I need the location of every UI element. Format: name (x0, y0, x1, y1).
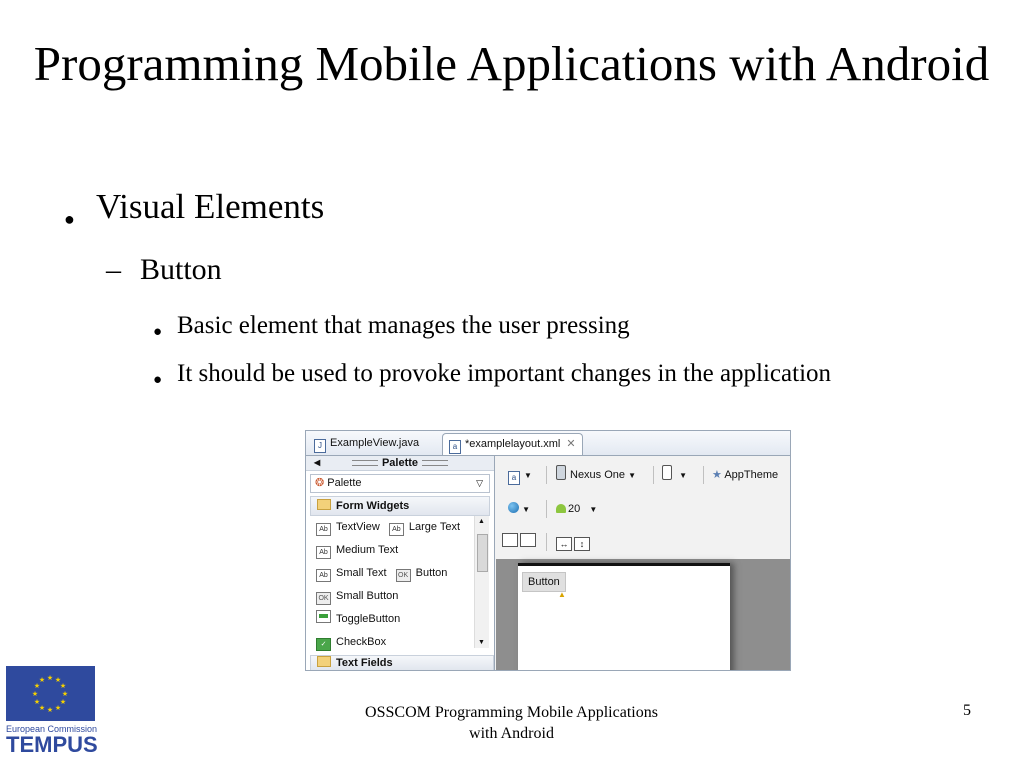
dropdown-arrow-icon: ▼ (589, 505, 598, 514)
star-icon: ★ (712, 469, 722, 481)
config-toolbar (496, 460, 790, 490)
palette-select-label: Palette (327, 477, 362, 489)
orientation-select[interactable] (662, 460, 687, 491)
locale-select[interactable] (508, 494, 530, 525)
svg-text:★: ★ (54, 704, 62, 712)
tab-exampleview-java[interactable] (308, 433, 425, 454)
widget-small-text[interactable] (316, 567, 387, 579)
bullet-text: Visual Elements (96, 187, 325, 226)
tempus-logo (6, 666, 98, 760)
widget-label: Large Text (408, 521, 461, 533)
list-item (316, 539, 482, 562)
widget-label: CheckBox (336, 636, 387, 648)
chevron-down-icon: ▽ (476, 478, 483, 488)
bullet-text: Button (140, 253, 222, 286)
svg-text:★: ★ (31, 690, 39, 698)
toolbar-separator (703, 466, 704, 484)
svg-text:★: ★ (46, 706, 54, 714)
bullet-dash-icon: – (106, 253, 121, 286)
widget-checkbox[interactable] (316, 636, 386, 648)
fill-width-icon[interactable]: ↔ (556, 537, 572, 551)
slide-title: Programming Mobile Applications with Android (33, 36, 990, 91)
dropdown-arrow-icon: ▼ (628, 471, 637, 480)
bullet-text: It should be used to provoke important changes in the application (177, 360, 832, 387)
toolbar-separator (653, 466, 654, 484)
eu-flag (6, 666, 95, 721)
textview-icon: Ab (389, 523, 404, 536)
list-item (316, 562, 482, 585)
toolbar-separator (546, 466, 547, 484)
svg-text:★: ★ (59, 698, 67, 706)
dropdown-arrow-icon: ▼ (524, 471, 532, 480)
list-item (316, 516, 482, 539)
list-item (316, 608, 482, 631)
phone-icon (556, 465, 566, 480)
layout-toolbar (496, 527, 790, 557)
category-label: Form Widgets (336, 500, 410, 512)
toolbar-separator (546, 500, 547, 518)
editor-tab-bar (306, 431, 790, 456)
tab-examplelayout-xml[interactable] (442, 433, 583, 455)
widget-label: TextView (336, 521, 380, 533)
palette-mode-select[interactable] (310, 474, 490, 493)
theme-label: AppTheme (724, 469, 779, 481)
collapse-arrow-icon[interactable]: ◀ (314, 458, 321, 467)
bullet-dot-icon: ● (64, 209, 75, 229)
page-number: 5 (963, 702, 971, 719)
android-icon (556, 504, 566, 513)
layout-mode-buttons[interactable] (502, 527, 538, 557)
fill-height-icon[interactable]: ↕ (574, 537, 590, 551)
textview-icon: Ab (316, 569, 331, 582)
fill-buttons[interactable] (556, 527, 592, 557)
list-item (316, 585, 482, 608)
button-icon: OK (316, 592, 331, 605)
button-icon: OK (396, 569, 411, 582)
api-level-label: 20 (568, 503, 581, 515)
dropdown-arrow-icon: ▼ (522, 505, 530, 514)
canvas-button[interactable]: Button (522, 572, 566, 592)
textview-icon: Ab (316, 523, 331, 536)
device-screen (518, 563, 730, 671)
svg-text:★: ★ (59, 682, 67, 690)
design-canvas[interactable] (496, 559, 790, 670)
palette-header-label: Palette (381, 457, 419, 469)
svg-text:★: ★ (61, 690, 69, 698)
toggle-icon (316, 610, 331, 623)
widget-medium-text[interactable] (316, 544, 398, 556)
svg-text:★: ★ (38, 676, 46, 684)
svg-text:★: ★ (54, 676, 62, 684)
logo-caption: European Commission (6, 724, 98, 734)
widget-list (316, 516, 482, 654)
close-icon[interactable]: ✕ (566, 438, 576, 450)
layout-editor (496, 456, 790, 670)
scroll-up-icon[interactable]: ▲ (478, 518, 485, 525)
warning-icon: ▲ (558, 590, 566, 599)
toolbar-separator (546, 533, 547, 551)
tab-label: ExampleView.java (330, 437, 420, 449)
widget-togglebutton[interactable] (316, 613, 400, 625)
widget-label: Medium Text (336, 544, 399, 556)
palette-header (306, 456, 494, 471)
theme-select[interactable] (712, 460, 778, 490)
widget-textview[interactable] (316, 521, 380, 533)
widget-small-button[interactable] (316, 590, 398, 602)
rotate-icon (662, 465, 672, 480)
palette-panel (306, 456, 495, 670)
eclipse-layout-editor-screenshot (305, 430, 791, 671)
widget-label: Small Text (336, 567, 387, 579)
java-file-icon: J (314, 439, 326, 453)
layout-file-icon: a (508, 471, 520, 485)
drag-handle-icon[interactable] (352, 460, 378, 466)
widget-large-text[interactable] (389, 521, 460, 533)
tab-label: *examplelayout.xml (465, 438, 561, 450)
config-menu[interactable] (508, 460, 532, 491)
widget-label: Small Button (336, 590, 399, 602)
slide-footer: OSSCOM Programming Mobile Applications with Android (365, 704, 658, 742)
xml-file-icon: a (449, 440, 461, 454)
bullet-dot-icon: ● (153, 372, 163, 388)
folder-open-icon (317, 499, 331, 510)
svg-text:★: ★ (46, 674, 54, 682)
scroll-thumb[interactable] (477, 534, 488, 572)
svg-text:★: ★ (33, 682, 41, 690)
locale-toolbar (496, 494, 790, 524)
drag-handle-icon[interactable] (422, 460, 448, 466)
dropdown-arrow-icon: ▼ (679, 471, 687, 480)
svg-text:★: ★ (38, 704, 46, 712)
api-level-select[interactable] (556, 494, 597, 525)
category-label: Text Fields (336, 657, 393, 669)
bullet-dot-icon: ● (153, 324, 163, 340)
rows-layout-icon[interactable] (520, 533, 536, 547)
svg-text:★: ★ (33, 698, 41, 706)
columns-layout-icon[interactable] (502, 533, 518, 547)
textview-icon: Ab (316, 546, 331, 559)
palette-icon: ❂ (315, 477, 325, 489)
device-select[interactable] (556, 460, 636, 491)
widget-label: ToggleButton (336, 613, 401, 625)
widget-button[interactable] (396, 567, 448, 579)
palette-scrollbar[interactable] (474, 516, 489, 648)
globe-icon (508, 502, 519, 513)
category-text-fields[interactable] (310, 655, 494, 671)
checkbox-icon: ✓ (316, 638, 331, 651)
bullet-text: Basic element that manages the user pressing (177, 312, 630, 339)
eu-stars-icon (6, 666, 95, 721)
category-form-widgets[interactable] (310, 496, 490, 516)
logo-name: TEMPUS (6, 732, 98, 757)
widget-label: Button (415, 567, 448, 579)
list-item (316, 631, 482, 654)
folder-icon (317, 656, 331, 667)
device-label: Nexus One (570, 469, 626, 481)
scroll-down-icon[interactable]: ▼ (478, 639, 485, 646)
